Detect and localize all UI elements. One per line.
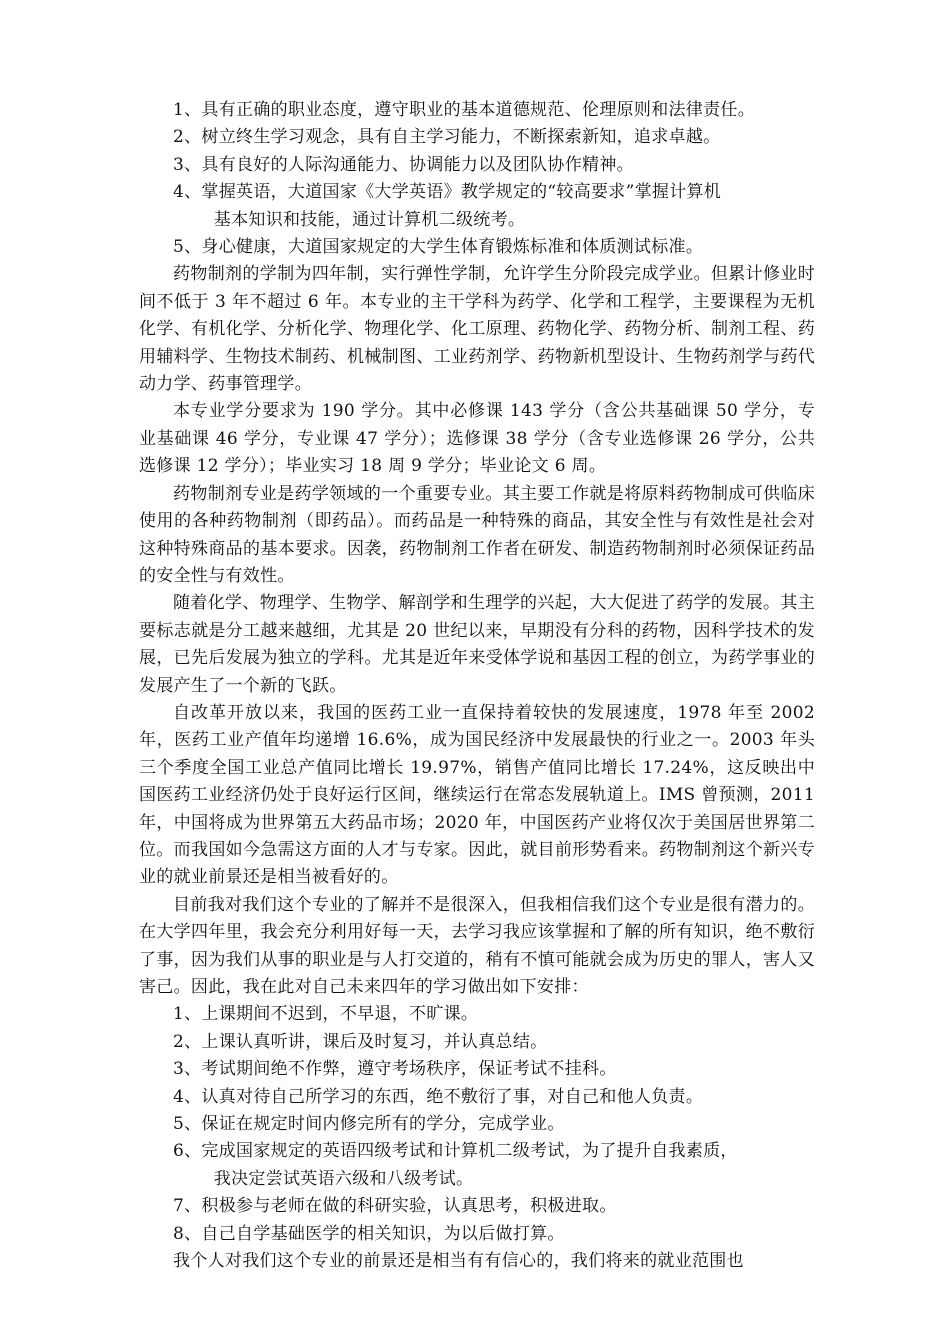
paragraph: 随着化学、物理学、生物学、解剖学和生理学的兴起，大大促进了药学的发展。其主要标志就是分工越来越细，尤其是 20 世纪以来，早期没有分科的药物，因科学技术的发展，已先后发展为独立的学科。尤其是近年来受体学说和基因工程的创立，为药学事业的发展产生了一个新的飞跃。	[139, 593, 815, 696]
list-item: 3、考试期间绝不作弊，遵守考场秩序，保证考试不挂科。	[173, 1059, 617, 1080]
paragraph: 药物制剂专业是药学领域的一个重要专业。其主要工作就是将原料药物制成可供临床使用的各种药物制剂（即药品）。而药品是一种特殊的商品，其安全性与有效性是社会对这种特殊商品的基本要求。因袭，药物制剂工作者在研发、制造药物制剂时必须保证药品的安全性与有效性。	[139, 483, 815, 586]
list-item: 1、具有正确的职业态度，遵守职业的基本道德规范、伦理原则和法律责任。	[173, 100, 756, 120]
paragraph: 目前我对我们这个专业的了解并不是很深入，但我相信我们这个专业是很有潜力的。在大学四年里，我会充分利用好每一天，去学习我应该掌握和了解的所有知识，绝不敷衍了事，因为我们从事的职业是与人打交道的，稍有不慎可能就会成为历史的罪人，害人又害己。因此，我在此对自己未来四年的学习做出如下安排：	[139, 894, 815, 997]
list-item: 4、认真对待自己所学习的东西，绝不敷衍了事，对自己和他人负责。	[173, 1086, 704, 1107]
list-item: 3、具有良好的人际沟通能力、协调能力以及团队协作精神。	[173, 154, 634, 175]
document-body	[139, 97, 815, 1275]
list-item: 1、上课期间不迟到，不早退，不旷课。	[173, 1004, 479, 1025]
list-item	[139, 1138, 815, 1193]
paragraph: 药物制剂的学制为四年制，实行弹性学制，允许学生分阶段完成学业。但累计修业时间不低于 3 年不超过 6 年。本专业的主干学科为药学、化学和工程学，主要课程为无机化学、有机化学、分析化学、物理化学、化工原理、药物化学、药物分析、制剂工程、药用辅料学、生物技术制药、机械制图、工业药剂学、药物新机型设计、生物药剂学与药代动力学、药事管理学。	[139, 264, 815, 395]
list-item: 2、树立终生学习观念，具有自主学习能力，不断探索新知，追求卓越。	[173, 127, 721, 148]
list-item	[139, 179, 815, 234]
list-item: 8、自己自学基础医学的相关知识，为以后做打算。	[173, 1223, 565, 1244]
list-item: 5、身心健康，大道国家规定的大学生体育锻炼标准和体质测试标准。	[173, 237, 704, 258]
final-paragraph: 我个人对我们这个专业的前景还是相当有有信心的，我们将来的就业范围也	[173, 1251, 744, 1272]
list-item-continuation: 我决定尝试英语六级和八级考试。	[213, 1168, 474, 1189]
list-item-continuation: 基本知识和技能，通过计算机二级统考。	[213, 209, 526, 230]
list-item-text: 4、掌握英语，大道国家《大学英语》教学规定的“较高要求”掌握计算机	[173, 182, 722, 203]
list-item: 2、上课认真听讲，课后及时复习，并认真总结。	[173, 1031, 548, 1052]
list-item: 7、积极参与老师在做的科研实验，认真思考，积极进取。	[173, 1196, 617, 1217]
paragraph: 本专业学分要求为 190 学分。其中必修课 143 学分（含公共基础课 50 学分，专业基础课 46 学分，专业课 47 学分）；选修课 38 学分（含专业选修课 26 学分，公共选修课 12 学分）；毕业实习 18 周 9 学分；毕业论文 6 周。	[139, 401, 815, 477]
paragraph: 自改革开放以来，我国的医药工业一直保持着较快的发展速度，1978 年至 2002 年，医药工业产值年均递增 16.6%，成为国民经济中发展最快的行业之一。2003 年头三个季度全国工业总产值同比增长 19.97%，销售产值同比增长 17.24%，这反映出中国医药工业经济仍处于良好运行区间，继续运行在常态发展轨道上。IMS 曾预测，2011 年，中国将成为世界第五大药品市场；2020 年，中国医药产业将仅次于美国居世界第二位。而我国如今急需这方面的人才与专家。因此，就目前形势看来。药物制剂这个新兴专业的就业前景还是相当被看好的。	[139, 702, 815, 888]
list-item-text: 6、完成国家规定的英语四级考试和计算机二级考试，为了提升自我素质，	[173, 1141, 738, 1162]
list-item: 5、保证在规定时间内修完所有的学分，完成学业。	[173, 1114, 565, 1135]
